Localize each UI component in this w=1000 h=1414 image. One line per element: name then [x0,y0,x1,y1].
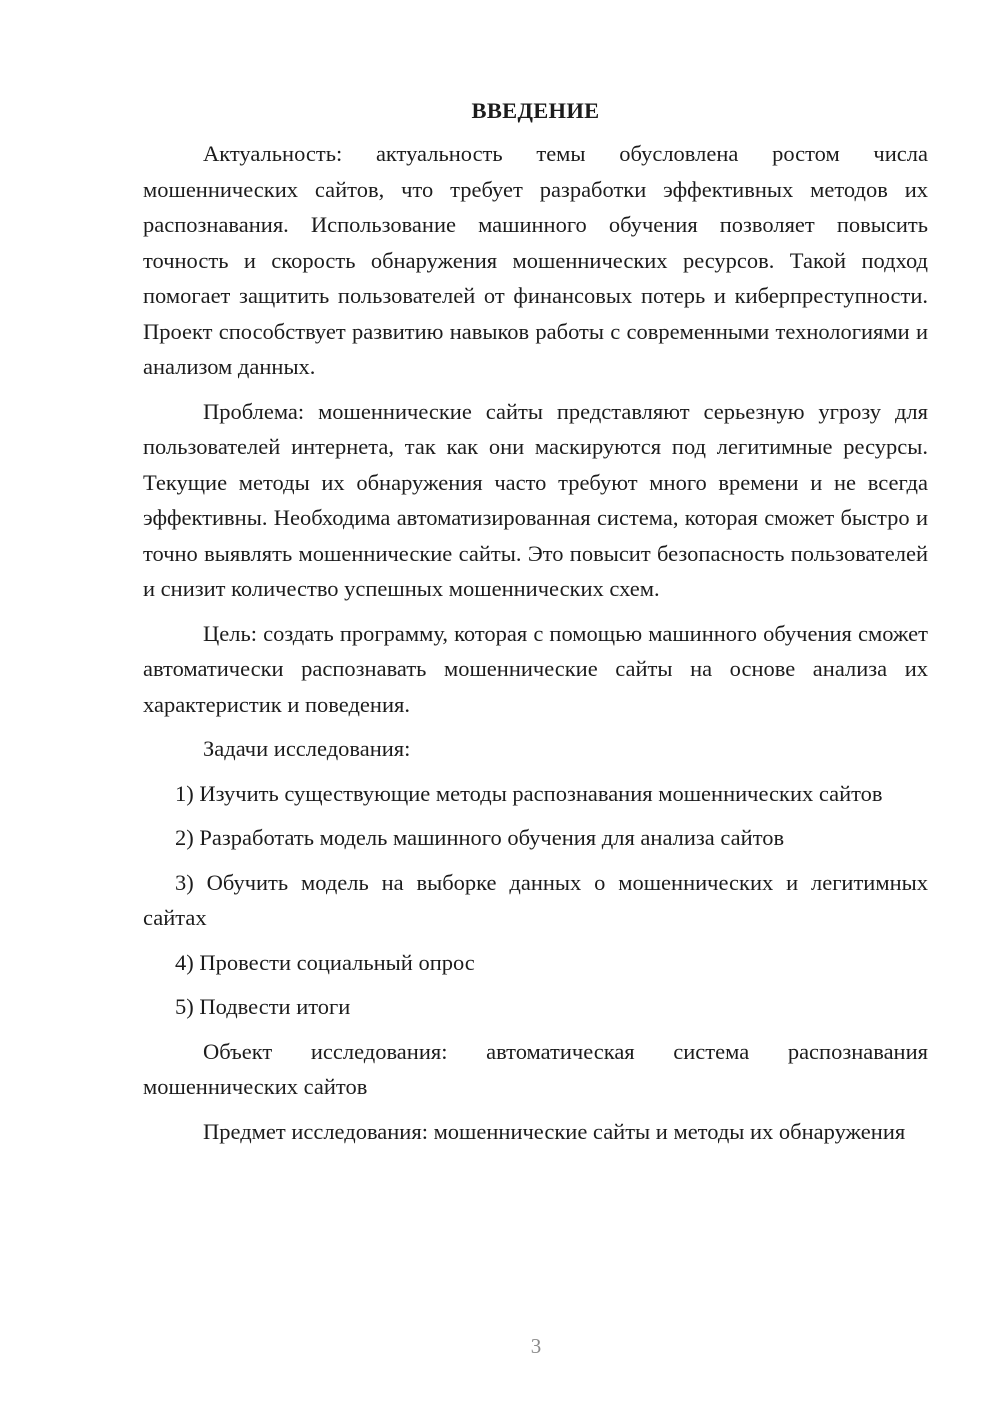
section-heading: ВВЕДЕНИЕ [471,98,600,123]
task-item: 1) Изучить существующие методы распознавания мошеннических сайтов [175,780,883,806]
page-content [143,96,928,1158]
task-item: 2) Разработать модель машинного обучения для анализа сайтов [175,825,785,850]
research-subject-paragraph: Предмет исследования: мошеннические сайты и методы их обнаружения [203,1118,906,1144]
task-item: 3) Обучить модель на выборке данных о мошеннических и легитимных сайтах [143,869,928,930]
relevance-paragraph: Актуальность: актуальность темы обусловлена ростом числа мошеннических сайтов, что требует разработки эффективных методов их распознавания. Использование машинного обучения позволяет повысить точность и скорость обнаружения мошеннических ресурсов. Такой подход помогает защитить пользователей от финансовых потерь и киберпреступности. Проект способствует развитию навыков работы с современными технологиями и анализом данных. [143,141,928,379]
task-item: 5) Подвести итоги [175,994,351,1019]
page-number: 3 [530,1334,542,1358]
research-object-paragraph: Объект исследования: автоматическая система распознавания мошеннических сайтов [143,1038,928,1099]
task-item: 4) Провести социальный опрос [175,949,475,975]
goal-paragraph: Цель: создать программу, которая с помощью машинного обучения сможет автоматически распознавать мошеннические сайты на основе анализа их характеристик и поведения. [143,620,928,717]
problem-paragraph: Проблема: мошеннические сайты представляют серьезную угрозу для пользователей интернета, так как они маскируются под легитимные ресурсы. Текущие методы их обнаружения часто требуют много времени и не всегда эффективны. Необходима автоматизированная система, которая сможет быстро и точно выявлять мошеннические сайты. Это повысит безопасность пользователей и снизит количество успешных мошеннических схем. [143,398,928,601]
tasks-heading: Задачи исследования: [203,736,411,761]
